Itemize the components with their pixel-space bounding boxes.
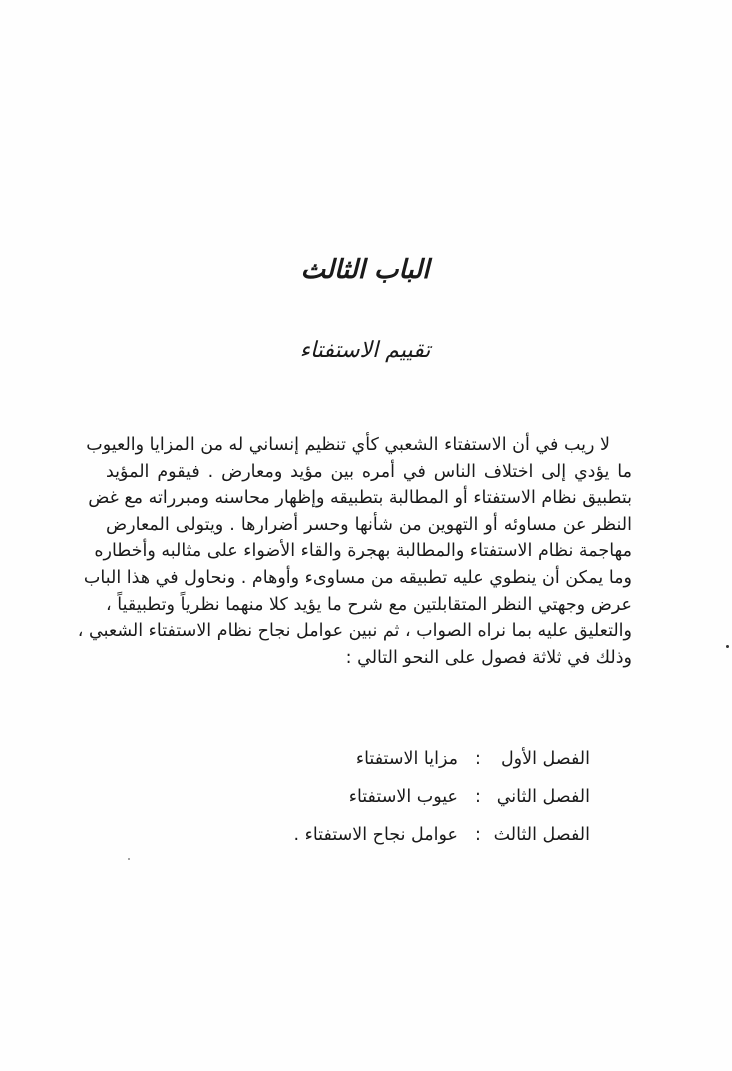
chapter-title: الباب الثالث bbox=[300, 255, 430, 285]
paragraph-line: عرض وجهتي النظر المتقابلتين مع شرح ما يؤيد كلا منهما نظرياً وتطبيقياً ، bbox=[106, 594, 632, 615]
chapter-subtitle: تقييم الاستفتاء bbox=[299, 338, 431, 363]
contents-separator: : bbox=[475, 825, 481, 845]
contents-chapter-title: عيوب الاستفتاء bbox=[348, 787, 458, 807]
contents-chapter-label: الفصل الأول bbox=[500, 749, 590, 769]
contents-row bbox=[280, 816, 590, 854]
page-speck bbox=[128, 858, 130, 860]
contents-chapter-label: الفصل الثالث bbox=[493, 825, 590, 845]
chapter-contents-list bbox=[280, 740, 590, 854]
contents-chapter-title: عوامل نجاح الاستفتاء . bbox=[293, 825, 458, 845]
page-speck bbox=[726, 645, 729, 648]
contents-separator: : bbox=[475, 787, 481, 807]
contents-chapter-title: مزايا الاستفتاء bbox=[355, 749, 458, 769]
paragraph-line: لا ريب في أن الاستفتاء الشعبي كأي تنظيم إنساني له من المزايا والعيوب bbox=[86, 435, 610, 455]
paragraph-line: النظر عن مساوئه أو التهوين من شأنها وحسر أضرارها . ويتولى المعارض bbox=[106, 514, 632, 535]
paragraph-line: ما يؤدي إلى اختلاف الناس في أمره بين مؤيد ومعارض . فيقوم المؤيد bbox=[106, 461, 632, 482]
contents-separator: : bbox=[475, 749, 481, 769]
contents-row bbox=[280, 778, 590, 816]
contents-chapter-label: الفصل الثاني bbox=[496, 787, 590, 807]
paragraph-line: وما يمكن أن ينطوي عليه تطبيقه من مساوىء وأوهام . ونحاول في هذا الباب bbox=[83, 567, 632, 588]
paragraph-line: بتطبيق نظام الاستفتاء أو المطالبة بتطبيقه وإظهار محاسنه ومبرراته مع غض bbox=[88, 488, 632, 509]
body-paragraph bbox=[77, 432, 632, 671]
paragraph-line: وذلك في ثلاثة فصول على النحو التالي : bbox=[345, 647, 632, 668]
paragraph-line: والتعليق عليه بما نراه الصواب ، ثم نبين عوامل نجاح نظام الاستفتاء الشعبي ، bbox=[77, 621, 632, 642]
paragraph-line: مهاجمة نظام الاستفتاء والمطالبة بهجرة والقاء الأضواء على مثالبه وأخطاره bbox=[94, 541, 632, 562]
contents-row bbox=[280, 740, 590, 778]
